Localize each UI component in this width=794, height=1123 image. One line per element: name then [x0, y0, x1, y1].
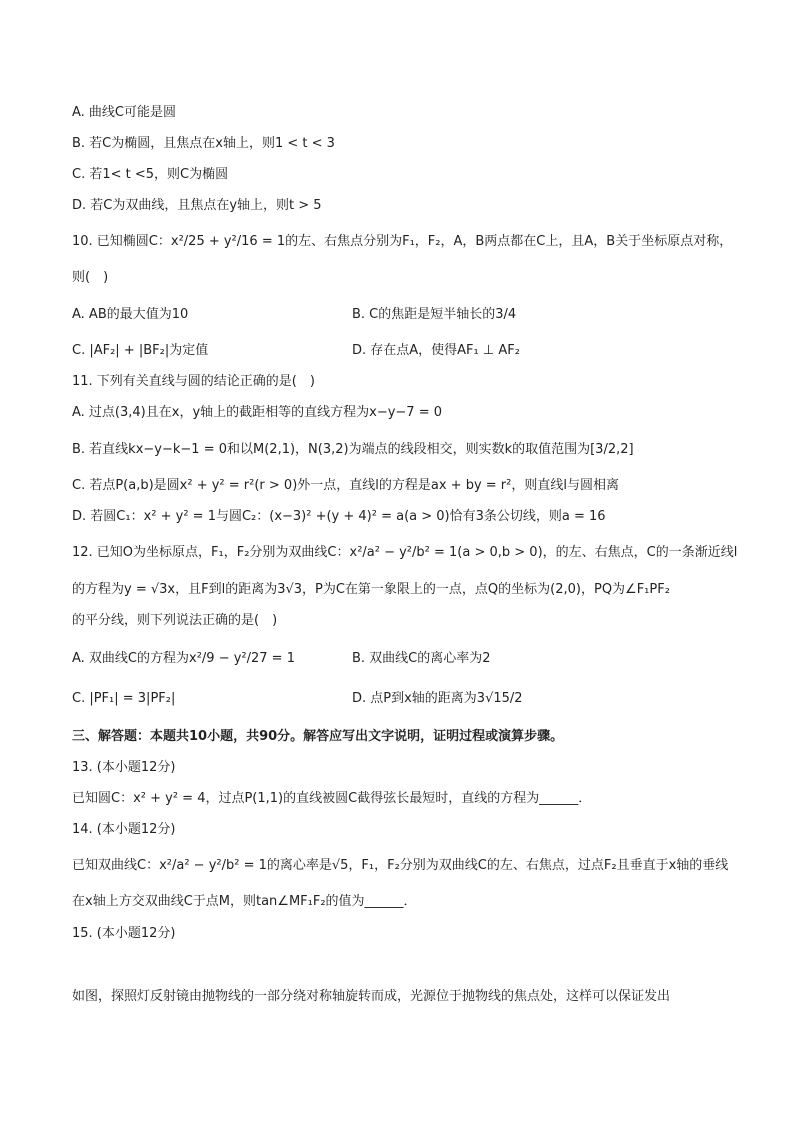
q14-stem: 已知双曲线C：x²/a² − y²/b² = 1的离心率是√5，F₁，F₂分别为双曲线C的左、右焦点，过点F₂且垂直于x轴的垂线 — [72, 858, 729, 873]
q12-option-a: A. 双曲线C的方程为x²/9 − y²/27 = 1 — [72, 651, 295, 666]
q11-option-c: C. 若点P(a,b)是圆x² + y² = r²(r > 0)外一点，直线l的方程是ax + by = r²，则直线l与圆相离 — [72, 478, 619, 493]
q11-option-d: D. 若圆C₁：x² + y² = 1与圆C₂：(x−3)² +(y + 4)² = a(a > 0)恰有3条公切线，则a = 16 — [72, 509, 606, 524]
q9-option-c: C. 若1< t <5，则C为椭圆 — [72, 167, 229, 182]
q12-option-c: C. |PF₁| = 3|PF₂| — [72, 691, 176, 706]
q10-option-a: A. AB的最大值为10 — [72, 307, 189, 322]
q12-stem-cont1: 的方程为y = √3x，且F到l的距离为3√3，P为C在第一象限上的一点，点Q的坐标为(2,0)，PQ为∠F₁PF₂ — [72, 582, 670, 597]
q11-stem: 11. 下列有关直线与圆的结论正确的是( ) — [72, 374, 315, 389]
q12-stem: 12. 已知O为坐标原点，F₁，F₂分别为双曲线C：x²/a² − y²/b² = 1(a > 0,b > 0)，的左、右焦点，C的一条渐近线l — [72, 545, 738, 560]
q9-option-d: D. 若C为双曲线，且焦点在y轴上，则t > 5 — [72, 198, 322, 213]
q14-stem-cont: 在x轴上方交双曲线C于点M，则tan∠MF₁F₂的值为______． — [72, 894, 417, 909]
q9-option-b: B. 若C为椭圆，且焦点在x轴上，则1 < t < 3 — [72, 136, 335, 151]
q10-stem: 10. 已知椭圆C：x²/25 + y²/16 = 1的左、右焦点分别为F₁，F₂，A，B两点都在C上，且A，B关于坐标原点对称， — [72, 234, 733, 249]
q13-heading: 13. (本小题12分) — [72, 760, 176, 775]
q10-stem-cont: 则( ) — [72, 270, 109, 285]
q10-option-b: B. C的焦距是短半轴长的3/4 — [352, 307, 517, 322]
q12-stem-cont2: 的平分线，则下列说法正确的是( ) — [72, 613, 278, 628]
q12-option-b: B. 双曲线C的离心率为2 — [352, 651, 491, 666]
q11-option-b: B. 若直线kx−y−k−1 = 0和以M(2,1)，N(3,2)为端点的线段相交，则实数k的取值范围为[3/2,2] — [72, 442, 634, 457]
q10-option-c: C. |AF₂| + |BF₂|为定值 — [72, 343, 209, 358]
q12-option-d: D. 点P到x轴的距离为3√15/2 — [352, 691, 523, 706]
q13-stem: 已知圆C：x² + y² = 4，过点P(1,1)的直线被圆C截得弦长最短时，直线的方程为______． — [72, 791, 592, 806]
q15-heading: 15. (本小题12分) — [72, 926, 176, 941]
q10-option-d: D. 存在点A，使得AF₁ ⊥ AF₂ — [352, 343, 520, 358]
q11-option-a: A. 过点(3,4)且在x，y轴上的截距相等的直线方程为x−y−7 = 0 — [72, 405, 443, 420]
section-3-heading: 三、解答题：本题共10小题，共90分。解答应写出文字说明，证明过程或演算步骤。 — [72, 729, 564, 744]
q9-option-a: A. 曲线C可能是圆 — [72, 105, 177, 120]
q15-stem: 如图，探照灯反射镜由抛物线的一部分绕对称轴旋转而成，光源位于抛物线的焦点处，这样可以保证发出 — [72, 989, 671, 1004]
q14-heading: 14. (本小题12分) — [72, 822, 176, 837]
